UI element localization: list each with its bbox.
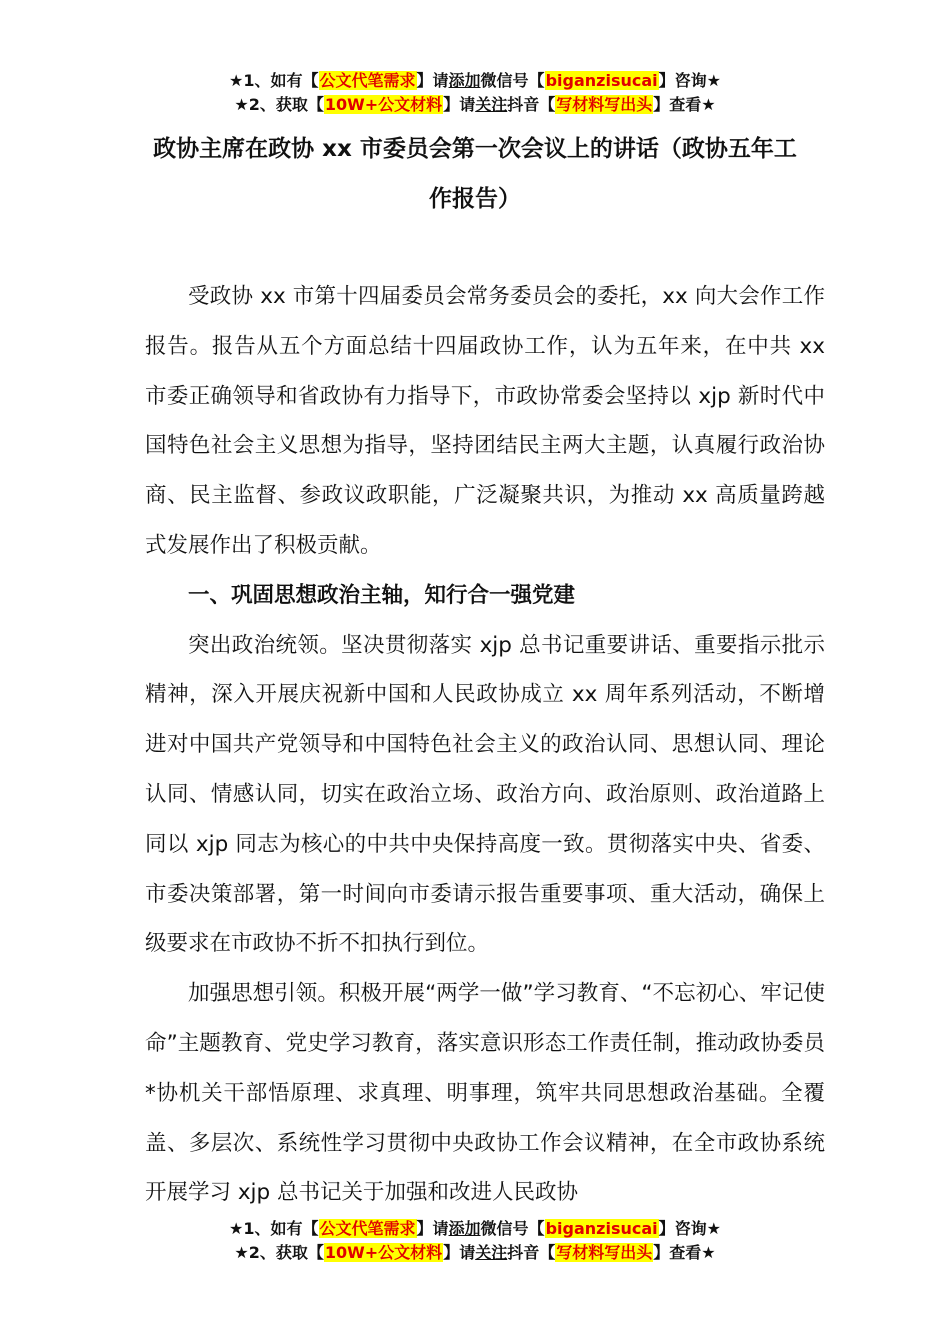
promo-text: 】请 [443, 95, 476, 114]
promo-highlight: 10W+公文材料 [324, 1243, 443, 1262]
document-body [145, 272, 825, 1218]
section-heading: 一、巩固思想政治主轴，知行合一强党建 [188, 582, 576, 608]
promo-underlined: 关注 [475, 95, 508, 114]
promo-wechat-id: biganzisucai [545, 1219, 658, 1238]
document-title: 政协主席在政协 xx 市委员会第一次会议上的讲话（政协五年工作报告） [153, 136, 797, 212]
promo-text: 】请 [416, 71, 449, 90]
bottom-promo-line-2 [0, 1242, 950, 1264]
promo-text: 】查看★ [653, 95, 716, 114]
promo-text: ★1、如有【 [229, 71, 319, 90]
promo-text: 】查看★ [653, 1243, 716, 1262]
promo-text: ★2、获取【 [234, 95, 324, 114]
promo-text: ★1、如有【 [229, 1219, 319, 1238]
bottom-promo-line-1 [0, 1218, 950, 1240]
promo-text: 】请 [443, 1243, 476, 1262]
promo-underlined: 关注 [475, 1243, 508, 1262]
promo-douyin-id: 写材料写出头 [556, 1243, 653, 1262]
body-paragraph: 突出政治统领。坚决贯彻落实 xjp 总书记重要讲话、重要指示批示精神，深入开展庆祝新中国和人民政协成立 xx 周年系列活动，不断增进对中国共产党领导和中国特色社会主义的政治认同、思想认同、理论认同、情感认同，切实在政治立场、政治方向、政治原则、政治道路上同以 xjp 同志为核心的中共中央保持高度一致。贯彻落实中央、省委、市委决策部署，第一时间向市委请示报告重要事项、重大活动，确保上级要求在市政协不折不扣执行到位。 [145, 632, 825, 957]
promo-underlined: 添加 [448, 71, 481, 90]
promo-text: 抖音【 [507, 1243, 556, 1262]
top-promo-line-1 [0, 70, 950, 92]
promo-douyin-id: 写材料写出头 [556, 95, 653, 114]
promo-text: ★2、获取【 [234, 1243, 324, 1262]
body-paragraph: 加强思想引领。积极开展“两学一做”学习教育、“不忘初心、牢记使命”主题教育、党史学习教育，落实意识形态工作责任制，推动政协委员*协机关干部悟原理、求真理、明事理，筑牢共同思想政治基础。全覆盖、多层次、系统性学习贯彻中央政协工作会议精神，在全市政协系统开展学习 xjp 总书记关于加强和改进人民政协 [145, 981, 825, 1206]
promo-highlight: 公文代笔需求 [319, 1219, 416, 1238]
promo-text: 】咨询★ [658, 1219, 721, 1238]
promo-text: 微信号【 [480, 1219, 545, 1238]
top-promo-line-2 [0, 94, 950, 116]
promo-text: 】咨询★ [658, 71, 721, 90]
promo-highlight: 10W+公文材料 [324, 95, 443, 114]
promo-underlined: 添加 [448, 1219, 481, 1238]
promo-text: 】请 [416, 1219, 449, 1238]
intro-paragraph: 受政协 xx 市第十四届委员会常务委员会的委托，xx 向大会作工作报告。报告从五个方面总结十四届政协工作，认为五年来，在中共 xx 市委正确领导和省政协有力指导下，市政协常委会坚持以 xjp 新时代中国特色社会主义思想为指导，坚持团结民主两大主题，认真履行政治协商、民主监督、参政议政职能，广泛凝聚共识，为推动 xx 高质量跨越式发展作出了积极贡献。 [145, 284, 825, 558]
promo-text: 微信号【 [480, 71, 545, 90]
promo-highlight: 公文代笔需求 [319, 71, 416, 90]
promo-text: 抖音【 [507, 95, 556, 114]
promo-wechat-id: biganzisucai [545, 71, 658, 90]
